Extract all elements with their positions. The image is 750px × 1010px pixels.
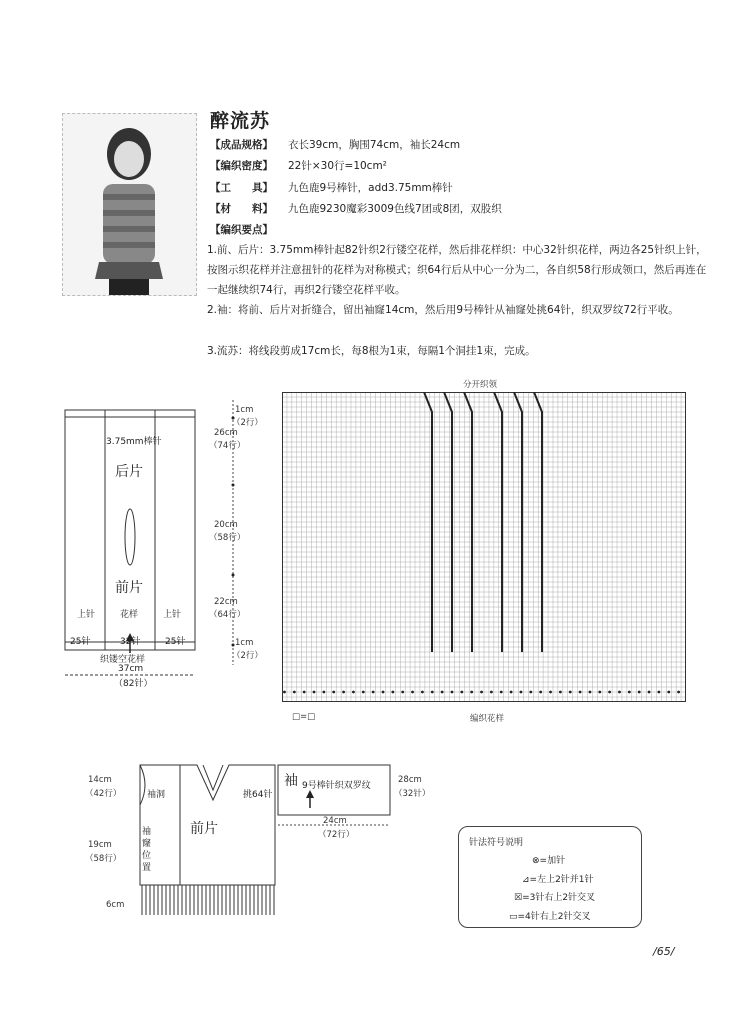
legend-title: 针法符号说明: [469, 838, 524, 848]
armhole-label: 袖洞: [147, 790, 166, 800]
dim-5-cm: 1cm: [235, 638, 254, 648]
page-number: /65/: [653, 945, 675, 958]
chart-eyelet-mark: [648, 691, 651, 694]
pick-up-label: 挑64针: [243, 790, 273, 800]
chart-eyelet-mark: [579, 691, 582, 694]
body-width-cm: 37cm: [118, 664, 144, 674]
knitting-chart: [282, 392, 686, 702]
spec-materials: 【材 料】 九色鹿9230魔彩3009色线7团或8团，双股织: [210, 203, 502, 215]
chart-eyelet-mark: [332, 691, 335, 694]
legend-item-4st-cross: ▭=4针右上2针交叉: [509, 912, 591, 922]
chart-eyelet-mark: [451, 691, 454, 694]
sleeve-label: 袖: [284, 773, 298, 789]
chart-eyelet-mark: [283, 691, 286, 694]
chart-eyelet-mark: [362, 691, 365, 694]
dim-3-cm: 20cm: [214, 520, 238, 530]
dim-mid-rows: （58行）: [85, 854, 122, 864]
sleeve-width-rows: （72行）: [318, 830, 355, 840]
chart-eyelet-mark: [480, 691, 483, 694]
mid-pattern-label: 花样: [120, 610, 139, 620]
chart-eyelet-mark: [500, 691, 503, 694]
stitch-legend: [458, 826, 642, 928]
sleeve-note: 9号棒针织双罗纹: [302, 781, 371, 791]
chart-eyelet-mark: [411, 691, 414, 694]
instruction-sleeve: 2.袖：将前、后片对折缝合，留出袖窿14cm，然后用9号棒针从袖窿处挑64针，织双罗纹72行平收。: [207, 304, 679, 316]
front-piece-label: 前片: [115, 580, 143, 596]
chart-eyelet-mark: [559, 691, 562, 694]
chart-bottom-label: 编织花样: [470, 714, 505, 724]
chart-eyelet-mark: [401, 691, 404, 694]
eyelet-edge-label: 织镂空花样: [100, 655, 146, 665]
dim-1-rows: （2行）: [232, 418, 263, 428]
dim-3-rows: （58行）: [209, 533, 246, 543]
chart-eyelet-mark: [520, 691, 523, 694]
pattern-title: 醉流苏: [210, 110, 271, 132]
chart-eyelet-mark: [569, 691, 572, 694]
dim-4-rows: （64行）: [209, 610, 246, 620]
garment-front-label: 前片: [190, 821, 218, 837]
sleeve-width-cm: 24cm: [323, 816, 347, 826]
stitches-mid: 32针: [120, 637, 141, 647]
chart-eyelet-mark: [470, 691, 473, 694]
chart-eyelet-mark: [598, 691, 601, 694]
instruction-fringe: 3.流苏：将线段剪成17cm长，每8根为1束，每隔1个洞挂1束，完成。: [207, 345, 536, 357]
chart-eyelet-mark: [608, 691, 611, 694]
stitches-right: 25针: [165, 637, 186, 647]
stitches-left: 25针: [70, 637, 91, 647]
model-photo: [62, 113, 197, 296]
back-piece-label: 后片: [115, 464, 143, 480]
body-schematic: [60, 405, 205, 690]
chart-eyelet-mark: [658, 691, 661, 694]
chart-eyelet-mark: [539, 691, 542, 694]
chart-eyelet-mark: [490, 691, 493, 694]
armhole-position-label: 袖窿位置: [142, 827, 152, 873]
chart-eyelet-mark: [589, 691, 592, 694]
chart-grid: [282, 392, 686, 702]
spec-size: 【成品规格】 衣长39cm，胸围74cm，袖长24cm: [210, 139, 461, 151]
dim-top-cm: 14cm: [88, 775, 112, 785]
right-purl-label: 上针: [163, 610, 182, 620]
instruction-body: 1.前、后片：3.75mm棒针起82针织2行镂空花样，然后排花样织：中心32针织花样，两边各25针织上针，按图示织花样并注意扭针的花样为对称模式；织64行后从中心一分为二，各自织58行形成领口，然后再连在一起继续织74行，再织2行镂空花样平收。: [207, 244, 707, 296]
chart-eyelet-mark: [382, 691, 385, 694]
spec-tools: 【工 具】 九色鹿9号棒针，add3.75mm棒针: [210, 182, 453, 194]
girl-illustration: [63, 114, 196, 295]
spec-points: 【编织要点】: [210, 224, 273, 236]
chart-eyelet-mark: [431, 691, 434, 694]
chart-eyelet-mark: [441, 691, 444, 694]
chart-eyelet-mark: [342, 691, 345, 694]
chart-eyelet-mark: [313, 691, 316, 694]
chart-top-label: 分开织领: [463, 380, 498, 390]
legend-item-increase: ⊗=加针: [532, 856, 566, 866]
left-purl-label: 上针: [77, 610, 96, 620]
dim-top-rows: （42行）: [85, 789, 122, 799]
dim-2-cm: 26cm: [214, 428, 238, 438]
chart-key: □=□: [292, 712, 316, 722]
chart-eyelet-mark: [667, 691, 670, 694]
chart-eyelet-mark: [510, 691, 513, 694]
sleeve-height-stitches: （32针）: [394, 789, 431, 799]
spec-gauge: 【编织密度】 22针×30行=10cm²: [210, 160, 387, 172]
chart-eyelet-mark: [549, 691, 552, 694]
dim-2-rows: （74行）: [209, 441, 246, 451]
chart-eyelet-mark: [293, 691, 296, 694]
dim-4-cm: 22cm: [214, 597, 238, 607]
legend-item-3st-cross: ☒=3针右上2针交叉: [514, 893, 596, 903]
chart-eyelet-mark: [372, 691, 375, 694]
dim-fringe: 6cm: [106, 900, 125, 910]
chart-eyelet-mark: [638, 691, 641, 694]
sleeve-height-cm: 28cm: [398, 775, 422, 785]
chart-eyelet-mark: [352, 691, 355, 694]
chart-eyelet-mark: [529, 691, 532, 694]
chart-eyelet-mark: [322, 691, 325, 694]
needle-label: 3.75mm棒针: [106, 437, 162, 447]
chart-eyelet-mark: [618, 691, 621, 694]
chart-eyelet-mark: [421, 691, 424, 694]
chart-eyelet-mark: [303, 691, 306, 694]
legend-item-k2tog: ⊿=左上2针并1针: [522, 875, 594, 885]
dim-mid-cm: 19cm: [88, 840, 112, 850]
chart-eyelet-mark: [460, 691, 463, 694]
chart-eyelet-mark: [391, 691, 394, 694]
dim-5-rows: （2行）: [232, 651, 263, 661]
dim-1-cm: 1cm: [235, 405, 254, 415]
chart-eyelet-mark: [677, 691, 680, 694]
chart-eyelet-mark: [628, 691, 631, 694]
body-width-stitches: （82针）: [114, 679, 153, 689]
